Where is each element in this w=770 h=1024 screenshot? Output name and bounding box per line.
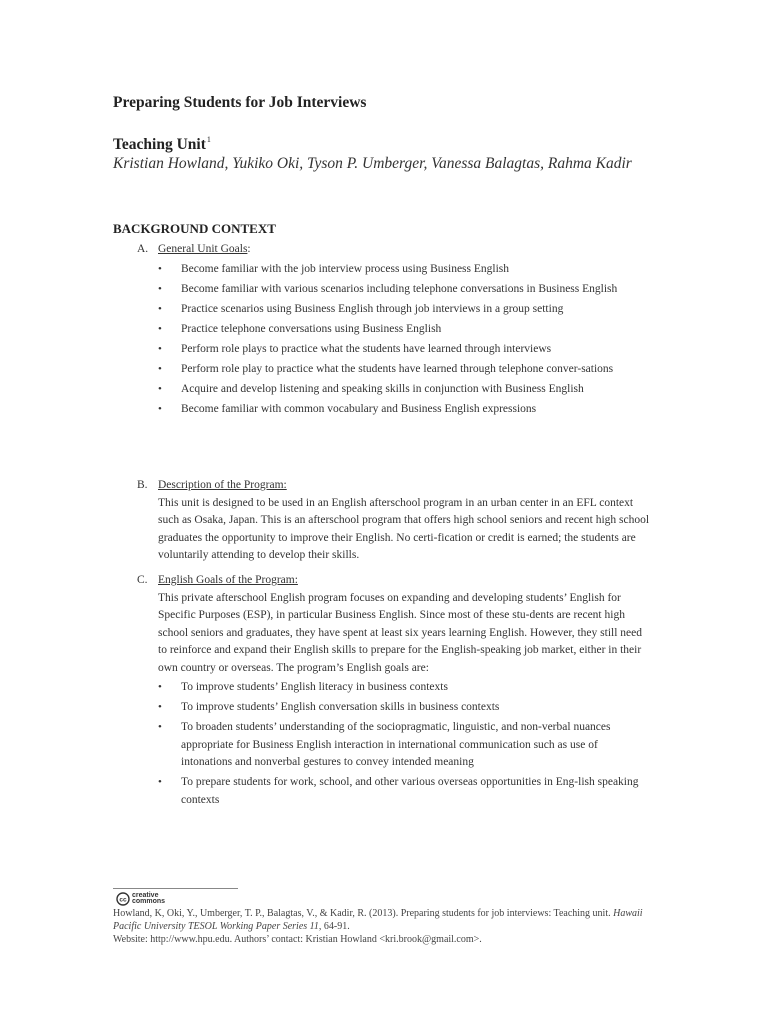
section-b-letter: B. <box>137 479 148 491</box>
bullet-icon: • <box>158 282 162 295</box>
section-a-header <box>137 241 657 259</box>
unit-goal-item <box>137 321 657 339</box>
program-goals-list <box>137 679 657 809</box>
section-b-title: Description of the Program: <box>158 479 287 491</box>
unit-goal-item <box>137 401 657 419</box>
program-goal-text: To improve students’ English conversation skills in business contexts <box>181 701 500 714</box>
program-goal-item <box>137 699 657 717</box>
unit-title <box>113 135 211 154</box>
program-goal-text: To improve students’ English literacy in business contexts <box>181 681 448 693</box>
creative-commons-logo[interactable] <box>116 892 165 906</box>
bullet-icon: • <box>158 776 162 789</box>
section-a-letter: A. <box>137 243 149 255</box>
program-goal-text: To broaden students’ understanding of the sociopragmatic, linguistic, and non-verbal nuances appropriate for Business English interaction in international communication such as use of intonations and nonverbal gestures to convey intended meaning <box>181 721 611 769</box>
footnote-rule <box>113 888 238 889</box>
unit-goal-text: Perform role play to practice what the students have learned through telephone conver-sations <box>181 362 614 375</box>
citation <box>113 907 653 933</box>
cc-icon <box>116 892 130 906</box>
section-heading: BACKGROUND CONTEXT <box>113 221 276 236</box>
section-a-title <box>158 241 251 259</box>
section-c-text: This private afterschool English program focuses on expanding and developing students’ English for Specific Purposes (ESP), in particular Business English. Since most of these stu-dents are recent high school seniors and graduates, they have spent at least six years learning English. However, they still need to reinforce and expand their English skills to prepare for the English-speaking job market, either in their own country or overseas. The program’s English goals are: <box>158 591 643 674</box>
section-c <box>137 572 657 812</box>
unit-goal-text: Practice scenarios using Business English through job interviews in a group setting <box>181 302 564 315</box>
section-a <box>137 241 657 421</box>
footnote <box>113 907 653 946</box>
unit-goal-item <box>137 341 657 359</box>
unit-goal-text: Become familiar with common vocabulary and Business English expressions <box>181 403 537 416</box>
document-title: Preparing Students for Job Interviews <box>113 94 367 111</box>
section-a-suffix: : <box>247 243 251 255</box>
unit-goal-text: Perform role plays to practice what the students have learned through interviews <box>181 342 552 355</box>
cc-wordmark <box>132 893 165 906</box>
citation-journal: Hawaii Pacific University TESOL Working Paper Series 11 <box>113 908 643 932</box>
citation-suffix: , 64-91. <box>318 921 350 932</box>
section-b-text: This unit is designed to be used in an English afterschool program in an urban center in an EFL context such as Osaka, Japan. This is an afterschool program that offers high school seniors and recent high school graduates the opportunity to improve their English. No certi-fication or credit is earned; the students are voluntarily attending to develop their skills. <box>158 496 650 561</box>
website-contact: Website: http://www.hpu.edu. Authors’ contact: Kristian Howland <kri.brook@gmail.com>. <box>113 934 482 945</box>
unit-goal-item <box>137 281 657 299</box>
svg-text:cc: cc <box>119 896 127 904</box>
bullet-icon: • <box>158 403 162 416</box>
section-c-title: English Goals of the Program: <box>158 574 298 586</box>
section-b-header <box>137 477 657 495</box>
unit-goal-text: Become familiar with various scenarios including telephone conversations in Business English <box>181 282 618 295</box>
footnote-marker: 1 <box>206 135 211 144</box>
unit-goal-item <box>137 361 657 379</box>
citation-prefix: Howland, K, Oki, Y., Umberger, T. P., Balagtas, V., & Kadir, R. (2013). Preparing students for job interviews: Teaching unit. <box>113 908 614 919</box>
program-goal-item <box>137 774 657 809</box>
bullet-icon: • <box>158 322 162 335</box>
section-a-label: General Unit Goals <box>158 243 248 255</box>
section-b <box>137 477 657 565</box>
unit-label: Teaching Unit <box>113 136 206 153</box>
unit-goal-item <box>137 261 657 279</box>
bullet-icon: • <box>158 383 162 396</box>
bullet-icon: • <box>158 701 162 714</box>
unit-goal-text: Become familiar with the job interview process using Business English <box>181 262 510 275</box>
program-goal-item <box>137 719 657 772</box>
program-goal-text: To prepare students for work, school, and other various overseas opportunities in Eng-lish speaking contexts <box>181 776 639 806</box>
section-c-letter: C. <box>137 574 148 586</box>
bullet-icon: • <box>158 681 162 693</box>
author-list: Kristian Howland, Yukiko Oki, Tyson P. Umberger, Vanessa Balagtas, Rahma Kadir <box>113 155 632 172</box>
section-c-header <box>137 572 657 590</box>
bullet-icon: • <box>158 302 162 315</box>
program-goal-item <box>137 679 657 697</box>
bullet-icon: • <box>158 362 162 375</box>
unit-goal-item <box>137 301 657 319</box>
unit-goal-text: Practice telephone conversations using Business English <box>181 322 442 335</box>
unit-goal-text: Acquire and develop listening and speaking skills in conjunction with Business English <box>181 383 584 396</box>
bullet-icon: • <box>158 262 162 275</box>
bullet-icon: • <box>158 721 162 734</box>
cc-text-bottom: commons <box>132 898 166 905</box>
bullet-icon: • <box>158 342 162 355</box>
unit-goals-list <box>137 261 657 419</box>
unit-goal-item <box>137 381 657 399</box>
cc-text-top: creative <box>132 891 159 899</box>
